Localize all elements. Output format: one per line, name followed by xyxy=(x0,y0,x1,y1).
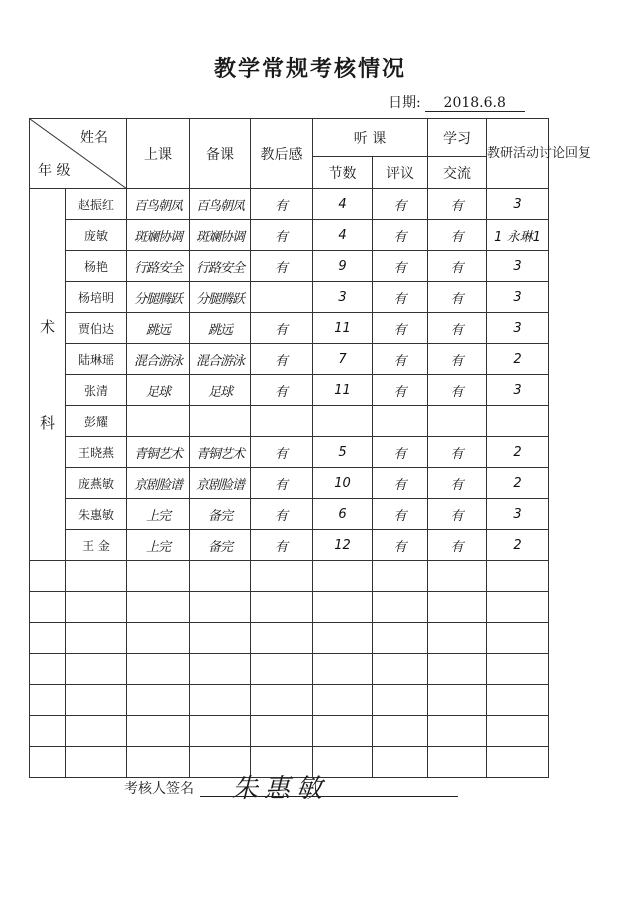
comments-cell: 有 xyxy=(373,189,428,220)
research-cell: 3 xyxy=(487,499,549,530)
department-char: 术 xyxy=(39,317,55,336)
comments-cell: 有 xyxy=(373,282,428,313)
teacher-name xyxy=(66,561,127,592)
table-row xyxy=(30,220,549,251)
sessions-cell: 11 xyxy=(313,313,373,344)
teacher-name: 赵振红 xyxy=(66,189,127,220)
prep-cell: 混合游泳 xyxy=(190,344,251,375)
reflection-cell xyxy=(251,716,313,747)
lecture-cell xyxy=(127,747,190,778)
comments-cell xyxy=(373,747,428,778)
exchange-cell: 有 xyxy=(428,437,487,468)
prep-cell: 跳远 xyxy=(190,313,251,344)
signature-label: 考核人签名 xyxy=(124,781,194,797)
comments-cell xyxy=(373,561,428,592)
prep-cell xyxy=(190,592,251,623)
table-row xyxy=(30,375,549,406)
comments-cell: 有 xyxy=(373,313,428,344)
teacher-name xyxy=(66,623,127,654)
research-cell: 2 xyxy=(487,468,549,499)
comments-header: 评议 xyxy=(373,157,428,189)
teacher-name: 杨培明 xyxy=(66,282,127,313)
comments-cell xyxy=(373,406,428,437)
sessions-cell: 4 xyxy=(313,189,373,220)
prep-cell: 斑斓协调 xyxy=(190,220,251,251)
reflection-cell: 有 xyxy=(251,189,313,220)
lecture-cell xyxy=(127,592,190,623)
teacher-name: 贾伯达 xyxy=(66,313,127,344)
reflection-cell xyxy=(251,282,313,313)
lecture-cell: 上完 xyxy=(127,530,190,561)
empty-cell xyxy=(30,623,66,654)
research-cell: 1 永琳1 xyxy=(487,220,549,251)
teacher-name: 张清 xyxy=(66,375,127,406)
comments-cell: 有 xyxy=(373,468,428,499)
lecture-cell: 分腿腾跃 xyxy=(127,282,190,313)
prep-cell: 备完 xyxy=(190,530,251,561)
research-cell xyxy=(487,716,549,747)
table-row xyxy=(30,189,549,220)
table-row xyxy=(30,468,549,499)
research-cell xyxy=(487,654,549,685)
empty-cell xyxy=(30,685,66,716)
lecture-cell: 混合游泳 xyxy=(127,344,190,375)
date-value: 2018.6.8 xyxy=(425,95,525,112)
exchange-cell: 有 xyxy=(428,251,487,282)
reflection-cell: 有 xyxy=(251,220,313,251)
comments-cell: 有 xyxy=(373,344,428,375)
lecture-cell xyxy=(127,623,190,654)
research-header: 教研活动讨论回复 xyxy=(487,119,549,189)
research-cell: 2 xyxy=(487,344,549,375)
research-cell: 2 xyxy=(487,437,549,468)
comments-cell: 有 xyxy=(373,220,428,251)
department-cell xyxy=(30,189,66,561)
research-cell xyxy=(487,406,549,437)
teacher-name xyxy=(66,747,127,778)
name-header: 姓名 xyxy=(80,130,108,146)
prep-cell xyxy=(190,623,251,654)
lecture-cell: 跳远 xyxy=(127,313,190,344)
table-row xyxy=(30,716,549,747)
sessions-cell: 6 xyxy=(313,499,373,530)
reflection-cell xyxy=(251,623,313,654)
table-row xyxy=(30,406,549,437)
study-header: 学习 xyxy=(428,119,487,157)
reflection-cell xyxy=(251,561,313,592)
reflection-cell xyxy=(251,654,313,685)
lecture-cell: 足球 xyxy=(127,375,190,406)
department-char: 科 xyxy=(39,413,55,432)
teacher-name: 朱惠敏 xyxy=(66,499,127,530)
lecture-cell xyxy=(127,561,190,592)
reflection-cell: 有 xyxy=(251,313,313,344)
sessions-header: 节数 xyxy=(313,157,373,189)
comments-cell: 有 xyxy=(373,499,428,530)
research-cell xyxy=(487,623,549,654)
teacher-name xyxy=(66,592,127,623)
prep-cell xyxy=(190,561,251,592)
comments-cell xyxy=(373,716,428,747)
teacher-name xyxy=(66,685,127,716)
lecture-header: 上课 xyxy=(127,119,190,189)
comments-cell: 有 xyxy=(373,375,428,406)
exchange-cell xyxy=(428,747,487,778)
teacher-name: 王晓燕 xyxy=(66,437,127,468)
comments-cell xyxy=(373,623,428,654)
sessions-cell xyxy=(313,654,373,685)
research-cell: 3 xyxy=(487,282,549,313)
table-row xyxy=(30,623,549,654)
sessions-cell xyxy=(313,561,373,592)
sessions-cell: 10 xyxy=(313,468,373,499)
table-row xyxy=(30,654,549,685)
table-row xyxy=(30,251,549,282)
exchange-cell xyxy=(428,716,487,747)
lecture-cell: 上完 xyxy=(127,499,190,530)
reflection-cell xyxy=(251,406,313,437)
teacher-name xyxy=(66,654,127,685)
grade-header: 年 级 xyxy=(38,163,71,179)
sessions-cell: 5 xyxy=(313,437,373,468)
table-row xyxy=(30,685,549,716)
reflection-cell: 有 xyxy=(251,530,313,561)
teacher-name: 杨艳 xyxy=(66,251,127,282)
prep-cell: 足球 xyxy=(190,375,251,406)
research-cell xyxy=(487,685,549,716)
teacher-name: 王 金 xyxy=(66,530,127,561)
teacher-name: 庞燕敏 xyxy=(66,468,127,499)
exchange-cell xyxy=(428,654,487,685)
research-cell: 3 xyxy=(487,251,549,282)
lecture-cell xyxy=(127,685,190,716)
table-row xyxy=(30,530,549,561)
research-cell: 3 xyxy=(487,189,549,220)
prep-cell xyxy=(190,406,251,437)
comments-cell xyxy=(373,685,428,716)
reflection-cell: 有 xyxy=(251,499,313,530)
prep-cell: 分腿腾跃 xyxy=(190,282,251,313)
comments-cell xyxy=(373,592,428,623)
exchange-cell: 有 xyxy=(428,344,487,375)
exchange-cell: 有 xyxy=(428,499,487,530)
reflection-cell xyxy=(251,685,313,716)
exchange-cell: 有 xyxy=(428,282,487,313)
comments-cell: 有 xyxy=(373,530,428,561)
lecture-cell xyxy=(127,406,190,437)
date-field xyxy=(388,92,525,112)
table-row xyxy=(30,344,549,375)
sessions-cell: 11 xyxy=(313,375,373,406)
table-row xyxy=(30,561,549,592)
teacher-name xyxy=(66,716,127,747)
lecture-cell: 行路安全 xyxy=(127,251,190,282)
lecture-cell xyxy=(127,716,190,747)
sessions-cell: 12 xyxy=(313,530,373,561)
sessions-cell xyxy=(313,592,373,623)
comments-cell: 有 xyxy=(373,437,428,468)
empty-cell xyxy=(30,592,66,623)
prep-cell xyxy=(190,685,251,716)
exchange-cell xyxy=(428,406,487,437)
table-row xyxy=(30,499,549,530)
teacher-name: 彭耀 xyxy=(66,406,127,437)
exchange-cell xyxy=(428,592,487,623)
sessions-cell xyxy=(313,406,373,437)
teacher-name: 陆琳瑶 xyxy=(66,344,127,375)
reflection-cell xyxy=(251,592,313,623)
sessions-cell: 4 xyxy=(313,220,373,251)
reflection-cell: 有 xyxy=(251,468,313,499)
prep-cell: 行路安全 xyxy=(190,251,251,282)
exchange-cell: 有 xyxy=(428,375,487,406)
exchange-cell: 有 xyxy=(428,220,487,251)
research-cell xyxy=(487,561,549,592)
research-cell: 3 xyxy=(487,313,549,344)
research-cell xyxy=(487,747,549,778)
sessions-cell xyxy=(313,685,373,716)
page-title: 教学常规考核情况 xyxy=(213,56,406,82)
empty-cell xyxy=(30,716,66,747)
teacher-name: 庞敏 xyxy=(66,220,127,251)
research-cell: 3 xyxy=(487,375,549,406)
sessions-cell xyxy=(313,623,373,654)
name-grade-header xyxy=(30,119,127,189)
reflection-cell: 有 xyxy=(251,437,313,468)
sessions-cell: 9 xyxy=(313,251,373,282)
signature-line xyxy=(200,796,458,797)
exchange-cell: 有 xyxy=(428,313,487,344)
table-row xyxy=(30,313,549,344)
sessions-cell xyxy=(313,716,373,747)
date-label: 日期: xyxy=(388,95,421,111)
exchange-header: 交流 xyxy=(428,157,487,189)
exchange-cell xyxy=(428,561,487,592)
prep-cell: 青铜艺术 xyxy=(190,437,251,468)
prep-cell: 京剧脸谱 xyxy=(190,468,251,499)
lecture-cell: 斑斓协调 xyxy=(127,220,190,251)
lecture-cell: 京剧脸谱 xyxy=(127,468,190,499)
lecture-cell: 青铜艺术 xyxy=(127,437,190,468)
empty-cell xyxy=(30,747,66,778)
empty-cell xyxy=(30,561,66,592)
signature-handwriting: 朱惠敏 xyxy=(232,774,329,804)
reflection-cell: 有 xyxy=(251,251,313,282)
exchange-cell xyxy=(428,685,487,716)
sessions-cell: 7 xyxy=(313,344,373,375)
sessions-cell: 3 xyxy=(313,282,373,313)
reflection-cell: 有 xyxy=(251,344,313,375)
comments-cell xyxy=(373,654,428,685)
comments-cell: 有 xyxy=(373,251,428,282)
exchange-cell xyxy=(428,623,487,654)
reflection-cell: 有 xyxy=(251,375,313,406)
table-row xyxy=(30,592,549,623)
reflection-header: 教后感 xyxy=(251,119,313,189)
table-row xyxy=(30,437,549,468)
exchange-cell: 有 xyxy=(428,189,487,220)
prep-header: 备课 xyxy=(190,119,251,189)
exchange-cell: 有 xyxy=(428,468,487,499)
prep-cell xyxy=(190,654,251,685)
prep-cell xyxy=(190,716,251,747)
prep-cell: 百鸟朝凤 xyxy=(190,189,251,220)
prep-cell: 备完 xyxy=(190,499,251,530)
research-cell: 2 xyxy=(487,530,549,561)
lecture-cell: 百鸟朝凤 xyxy=(127,189,190,220)
empty-cell xyxy=(30,654,66,685)
table-row xyxy=(30,282,549,313)
lecture-cell xyxy=(127,654,190,685)
exchange-cell: 有 xyxy=(428,530,487,561)
listen-header: 听 课 xyxy=(313,119,428,157)
assessment-table xyxy=(29,118,592,778)
research-cell xyxy=(487,592,549,623)
